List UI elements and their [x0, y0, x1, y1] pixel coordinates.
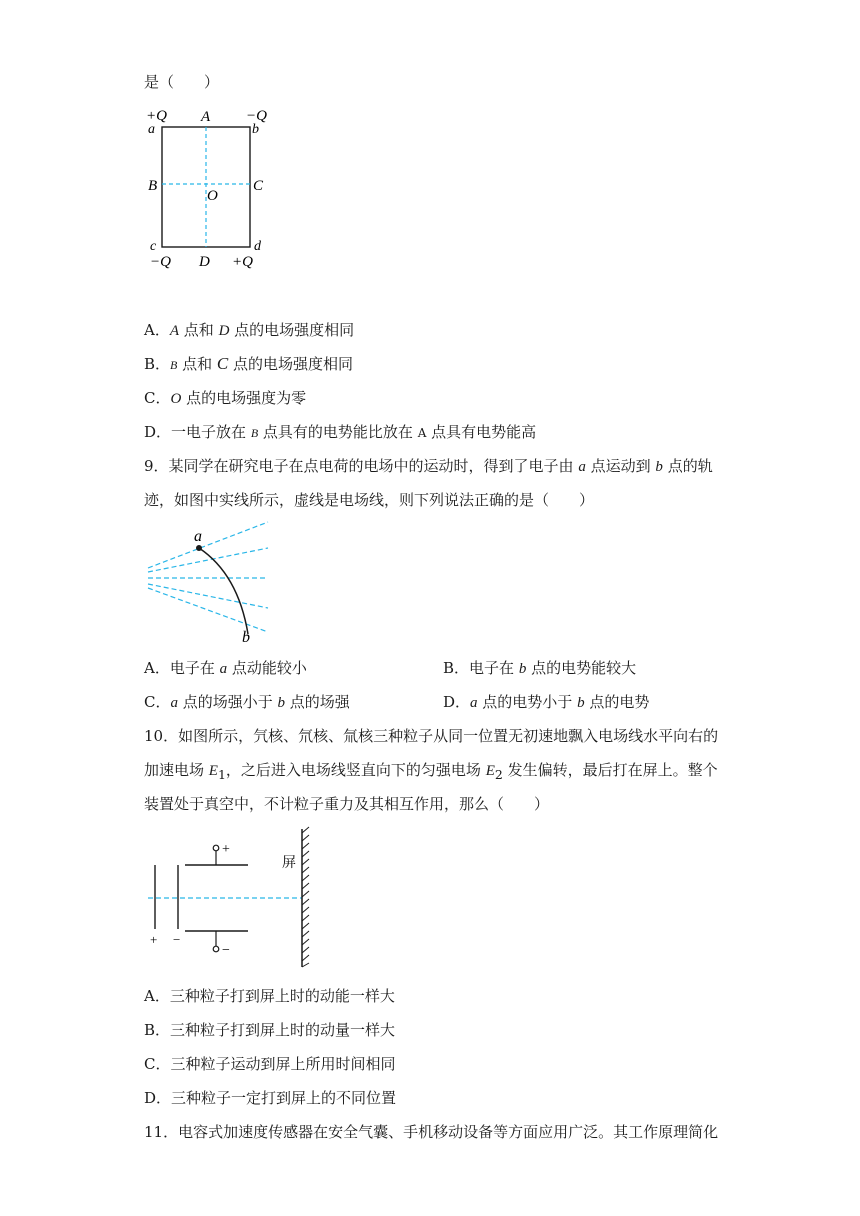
q11-stem-line1: 11．电容式加速度传感器在安全气囊、手机移动设备等方面应用广泛。其工作原理简化 [144, 1123, 719, 1141]
q9-stem-line2: 迹，如图中实线所示，虚线是电场线，则下列说法正确的是（ ） [144, 491, 595, 509]
q10-option-a[interactable]: A．三种粒子打到屏上时的动能一样大 [144, 987, 395, 1005]
acc-minus: − [173, 932, 181, 947]
label-A: A [201, 109, 211, 125]
q8-option-c[interactable]: C．O 点的电场强度为零 [144, 389, 307, 407]
q9-option-a[interactable]: A．电子在 a 点动能较小 [144, 659, 307, 677]
q9-option-b[interactable]: B．电子在 b 点的电势能较大 [443, 659, 637, 677]
label-c: c [150, 239, 157, 254]
q9-option-c[interactable]: C．a 点的场强小于 b 点的场强 [144, 693, 350, 711]
q10-option-d[interactable]: D．三种粒子一定打到屏上的不同位置 [144, 1089, 397, 1107]
q10-stem-line1: 10．如图所示，氕核、氘核、氚核三种粒子从同一位置无初速地飘入电场线水平向右的 [144, 727, 719, 745]
charge-a: +Q [146, 108, 167, 124]
label-B: B [148, 178, 158, 194]
charge-b: −Q [246, 108, 267, 124]
q10-stem-line3: 装置处于真空中，不计粒子重力及其相互作用，那么（ ） [144, 795, 550, 813]
q8-charge-rectangle-figure [140, 100, 270, 275]
q8-option-d[interactable]: D．一电子放在 B 点具有的电势能比放在 A 点具有电势能高 [144, 423, 537, 441]
label-b: b [252, 122, 259, 137]
q8-option-b[interactable]: B．B 点和 C 点的电场强度相同 [144, 354, 354, 373]
label-D: D [199, 254, 210, 270]
q9-option-d[interactable]: D．a 点的电势小于 b 点的电势 [443, 693, 650, 711]
q8-option-a[interactable]: A．A 点和 D 点的电场强度相同 [144, 321, 355, 339]
label-a: a [148, 122, 155, 137]
acc-plus: + [150, 932, 158, 947]
screen-label: 屏 [282, 855, 296, 871]
charge-c: −Q [150, 254, 171, 270]
plate-plus: + [222, 842, 230, 857]
plate-minus: − [222, 943, 230, 958]
q8-stem-tail: 是（ ） [144, 73, 220, 91]
q10-option-c[interactable]: C．三种粒子运动到屏上所用时间相同 [144, 1055, 396, 1073]
q10-stem-line2: 加速电场 $E_1$，之后进入电场线竖直向下的匀强电场 $E_2$ 发生偏转，最后打在屏上。整个 [144, 761, 718, 782]
q9-field-lines-figure [140, 518, 280, 648]
q9-label-a: a [194, 528, 202, 545]
q9-label-b: b [242, 629, 250, 646]
q9-stem-line1: 9．某同学在研究电子在点电荷的电场中的运动时，得到了电子由 a 点运动到 b 点的轨 [144, 457, 713, 475]
charge-d: +Q [232, 254, 253, 270]
q10-option-b[interactable]: B．三种粒子打到屏上时的动量一样大 [144, 1021, 396, 1039]
label-C: C [253, 178, 264, 194]
label-d: d [254, 239, 261, 254]
label-O: O [207, 188, 218, 204]
q10-apparatus-figure [140, 825, 320, 975]
